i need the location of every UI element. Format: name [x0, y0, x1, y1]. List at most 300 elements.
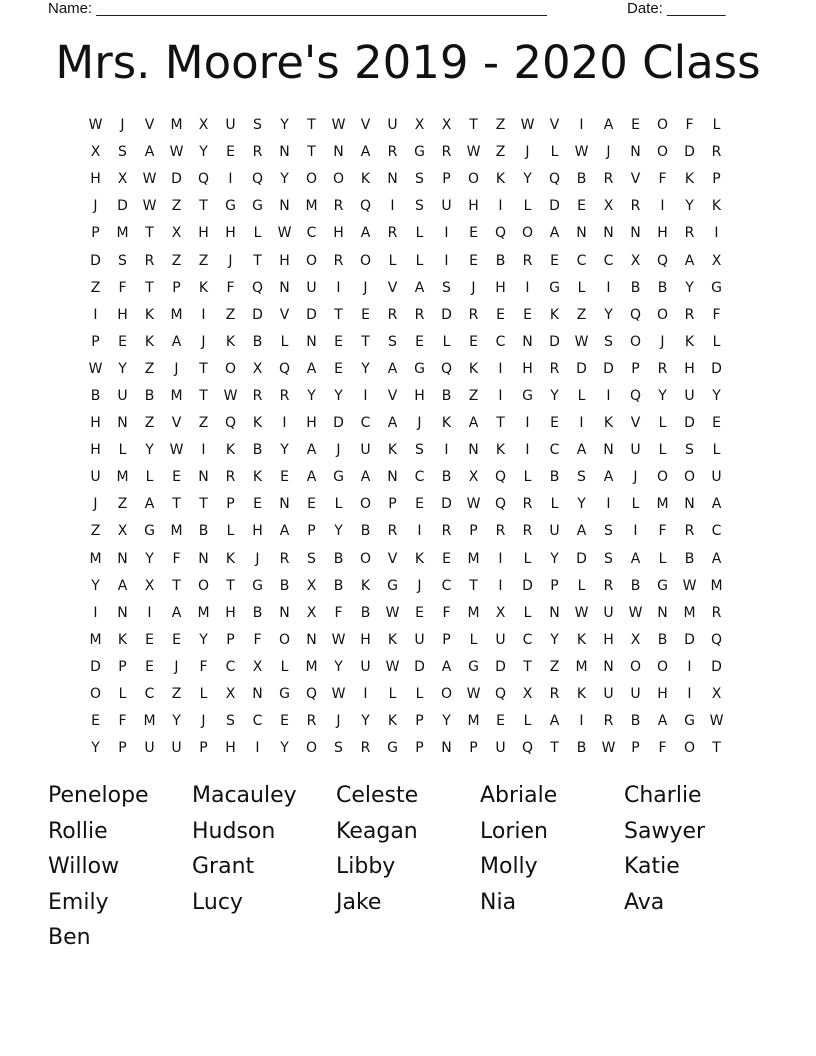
- grid-letter: A: [441, 658, 452, 675]
- grid-letter: E: [145, 631, 154, 648]
- grid-letter: R: [252, 144, 263, 161]
- grid-letter: K: [252, 469, 263, 486]
- grid-letter: D: [684, 415, 695, 432]
- grid-letter: W: [574, 333, 589, 350]
- grid-letter: T: [550, 740, 559, 757]
- grid-letter: G: [387, 577, 398, 594]
- grid-letter: Y: [118, 360, 127, 377]
- grid-letter: U: [360, 658, 371, 675]
- grid-letter: Z: [549, 658, 560, 675]
- grid-letter: I: [363, 387, 368, 404]
- grid-letter: X: [495, 604, 506, 621]
- grid-letter: J: [255, 550, 260, 567]
- grid-letter: R: [279, 387, 290, 404]
- grid-letter: H: [603, 631, 614, 648]
- grid-letter: S: [415, 171, 424, 188]
- grid-letter: X: [90, 144, 101, 161]
- grid-letter: Q: [710, 631, 723, 648]
- grid-letter: E: [415, 604, 424, 621]
- grid-letter: T: [199, 198, 208, 215]
- grid-letter: U: [495, 631, 506, 648]
- date-field-label: Date: _______: [627, 0, 726, 17]
- grid-letter: W: [223, 387, 238, 404]
- grid-letter: B: [657, 631, 668, 648]
- grid-letter: N: [603, 658, 614, 675]
- grid-letter: R: [603, 713, 614, 730]
- grid-letter: X: [252, 658, 263, 675]
- grid-letter: C: [495, 333, 506, 350]
- grid-letter: E: [712, 415, 721, 432]
- grid-letter: X: [522, 686, 533, 703]
- grid-letter: R: [333, 198, 344, 215]
- grid-row: [82, 193, 730, 220]
- grid-letter: N: [279, 496, 290, 513]
- grid-letter: Q: [197, 171, 210, 188]
- grid-letter: T: [172, 577, 181, 594]
- grid-letter: T: [712, 740, 721, 757]
- grid-letter: A: [549, 713, 560, 730]
- grid-letter: D: [711, 360, 722, 377]
- grid-letter: R: [549, 360, 560, 377]
- grid-letter: P: [118, 658, 127, 675]
- grid-letter: G: [225, 198, 236, 215]
- grid-letter: L: [442, 333, 451, 350]
- grid-letter: R: [279, 550, 290, 567]
- grid-letter: Q: [548, 171, 561, 188]
- grid-letter: Y: [550, 387, 559, 404]
- grid-letter: Z: [495, 117, 506, 134]
- grid-letter: M: [143, 713, 156, 730]
- grid-letter: B: [279, 577, 290, 594]
- word-bank-item: Nia: [480, 889, 517, 915]
- grid-letter: R: [387, 306, 398, 323]
- grid-letter: A: [171, 333, 182, 350]
- grid-letter: R: [441, 144, 452, 161]
- grid-letter: R: [603, 577, 614, 594]
- grid-letter: C: [576, 252, 587, 269]
- grid-letter: E: [334, 360, 343, 377]
- grid-row: [82, 491, 730, 518]
- grid-letter: L: [523, 469, 532, 486]
- grid-letter: V: [279, 306, 290, 323]
- grid-letter: A: [630, 550, 641, 567]
- grid-letter: J: [93, 198, 98, 215]
- grid-letter: S: [226, 713, 235, 730]
- grid-letter: G: [657, 577, 668, 594]
- grid-letter: L: [199, 686, 208, 703]
- grid-letter: B: [252, 333, 263, 350]
- grid-letter: M: [467, 713, 480, 730]
- grid-letter: S: [415, 442, 424, 459]
- grid-letter: A: [549, 225, 560, 242]
- grid-letter: X: [117, 523, 128, 540]
- grid-letter: X: [603, 198, 614, 215]
- grid-letter: A: [468, 415, 479, 432]
- grid-letter: K: [225, 550, 236, 567]
- grid-letter: E: [307, 496, 316, 513]
- grid-letter: O: [656, 469, 669, 486]
- grid-letter: O: [683, 740, 696, 757]
- grid-letter: P: [199, 740, 208, 757]
- grid-letter: R: [441, 523, 452, 540]
- grid-letter: O: [656, 306, 669, 323]
- grid-letter: J: [606, 144, 611, 161]
- grid-letter: H: [468, 198, 479, 215]
- grid-letter: F: [253, 631, 262, 648]
- grid-letter: I: [660, 198, 665, 215]
- grid-row: [82, 247, 730, 274]
- grid-letter: A: [144, 144, 155, 161]
- grid-letter: P: [442, 631, 451, 648]
- grid-letter: Y: [658, 387, 667, 404]
- grid-letter: B: [333, 577, 344, 594]
- grid-letter: N: [387, 469, 398, 486]
- grid-letter: Z: [171, 252, 182, 269]
- grid-letter: R: [522, 252, 533, 269]
- grid-letter: B: [684, 550, 695, 567]
- grid-letter: A: [603, 117, 614, 134]
- grid-letter: Q: [521, 740, 534, 757]
- grid-letter: B: [630, 713, 641, 730]
- grid-letter: P: [415, 740, 424, 757]
- grid-letter: Y: [334, 387, 343, 404]
- grid-letter: H: [117, 306, 128, 323]
- grid-letter: O: [359, 550, 372, 567]
- grid-letter: Z: [468, 387, 479, 404]
- grid-letter: G: [387, 740, 398, 757]
- grid-letter: Q: [494, 686, 507, 703]
- grid-letter: A: [387, 360, 398, 377]
- grid-letter: I: [498, 360, 503, 377]
- grid-letter: G: [252, 198, 263, 215]
- grid-letter: N: [279, 604, 290, 621]
- grid-letter: F: [226, 279, 235, 296]
- grid-letter: V: [387, 279, 398, 296]
- grid-letter: K: [684, 171, 695, 188]
- grid-letter: F: [442, 604, 451, 621]
- grid-letter: O: [440, 686, 453, 703]
- grid-letter: I: [93, 306, 98, 323]
- grid-letter: D: [576, 550, 587, 567]
- grid-letter: Z: [144, 360, 155, 377]
- name-field-label: Name: ______________________________________________________: [48, 0, 547, 17]
- grid-letter: L: [658, 550, 667, 567]
- grid-letter: D: [414, 658, 425, 675]
- grid-letter: E: [280, 469, 289, 486]
- grid-letter: G: [522, 387, 533, 404]
- grid-letter: L: [469, 631, 478, 648]
- grid-letter: U: [225, 117, 236, 134]
- grid-letter: I: [363, 686, 368, 703]
- grid-letter: K: [225, 442, 236, 459]
- grid-letter: R: [144, 252, 155, 269]
- grid-letter: D: [711, 658, 722, 675]
- grid-letter: C: [711, 523, 722, 540]
- grid-letter: B: [495, 252, 506, 269]
- grid-letter: L: [280, 658, 289, 675]
- grid-letter: W: [466, 496, 481, 513]
- grid-letter: R: [684, 225, 695, 242]
- grid-letter: D: [171, 171, 182, 188]
- grid-letter: K: [576, 631, 587, 648]
- grid-letter: W: [277, 225, 292, 242]
- grid-letter: P: [631, 360, 640, 377]
- grid-letter: H: [225, 225, 236, 242]
- grid-letter: B: [657, 279, 668, 296]
- grid-letter: Y: [280, 117, 289, 134]
- grid-letter: B: [441, 387, 452, 404]
- grid-row: [82, 464, 730, 491]
- grid-letter: W: [88, 117, 103, 134]
- grid-letter: D: [90, 252, 101, 269]
- grid-letter: M: [170, 523, 183, 540]
- grid-letter: W: [601, 740, 616, 757]
- word-bank-item: Lucy: [192, 889, 243, 915]
- grid-letter: L: [631, 496, 640, 513]
- grid-letter: K: [549, 306, 560, 323]
- grid-letter: Q: [629, 306, 642, 323]
- grid-letter: I: [498, 198, 503, 215]
- grid-letter: X: [117, 171, 128, 188]
- grid-letter: D: [603, 360, 614, 377]
- grid-letter: I: [579, 713, 584, 730]
- grid-letter: Q: [278, 360, 291, 377]
- grid-letter: A: [387, 415, 398, 432]
- grid-letter: E: [577, 198, 586, 215]
- grid-letter: G: [144, 523, 155, 540]
- grid-letter: D: [441, 306, 452, 323]
- grid-letter: G: [252, 577, 263, 594]
- grid-letter: M: [170, 117, 183, 134]
- grid-letter: F: [658, 171, 667, 188]
- grid-letter: N: [657, 604, 668, 621]
- grid-letter: T: [199, 496, 208, 513]
- grid-letter: Y: [172, 713, 181, 730]
- grid-letter: K: [225, 333, 236, 350]
- grid-letter: P: [307, 523, 316, 540]
- grid-letter: Z: [225, 306, 236, 323]
- grid-letter: X: [306, 604, 317, 621]
- grid-letter: I: [606, 387, 611, 404]
- word-bank-item: Grant: [192, 854, 255, 879]
- grid-letter: O: [359, 252, 372, 269]
- grid-letter: M: [305, 658, 318, 675]
- grid-letter: N: [603, 442, 614, 459]
- grid-letter: A: [144, 496, 155, 513]
- grid-letter: N: [198, 469, 209, 486]
- grid-letter: P: [91, 225, 100, 242]
- grid-letter: Q: [629, 387, 642, 404]
- grid-letter: N: [522, 333, 533, 350]
- grid-letter: I: [579, 117, 584, 134]
- grid-letter: J: [525, 144, 530, 161]
- grid-letter: F: [712, 306, 721, 323]
- grid-letter: J: [363, 279, 368, 296]
- grid-letter: L: [388, 686, 397, 703]
- grid-letter: Q: [251, 279, 264, 296]
- word-bank-item: Celeste: [336, 783, 419, 808]
- grid-letter: I: [255, 740, 260, 757]
- grid-letter: K: [387, 631, 398, 648]
- grid-letter: L: [577, 279, 586, 296]
- grid-letter: N: [198, 550, 209, 567]
- grid-letter: T: [469, 577, 478, 594]
- grid-letter: W: [385, 604, 400, 621]
- grid-letter: Y: [523, 171, 532, 188]
- grid-letter: O: [629, 333, 642, 350]
- grid-letter: E: [442, 550, 451, 567]
- grid-letter: N: [117, 415, 128, 432]
- grid-letter: T: [523, 658, 532, 675]
- grid-letter: E: [523, 306, 532, 323]
- word-bank-item: Molly: [480, 854, 538, 879]
- grid-letter: L: [280, 333, 289, 350]
- grid-letter: Y: [199, 631, 208, 648]
- grid-letter: I: [444, 252, 449, 269]
- grid-letter: I: [687, 658, 692, 675]
- grid-letter: J: [120, 117, 125, 134]
- grid-letter: E: [280, 713, 289, 730]
- grid-row: [82, 275, 730, 302]
- grid-letter: S: [118, 144, 127, 161]
- grid-letter: I: [525, 279, 530, 296]
- grid-letter: Y: [334, 523, 343, 540]
- grid-letter: P: [442, 171, 451, 188]
- grid-letter: F: [334, 604, 343, 621]
- grid-letter: L: [415, 686, 424, 703]
- grid-letter: C: [225, 658, 236, 675]
- grid-letter: N: [279, 279, 290, 296]
- grid-letter: A: [306, 360, 317, 377]
- grid-letter: G: [279, 686, 290, 703]
- grid-letter: I: [417, 523, 422, 540]
- grid-letter: W: [385, 658, 400, 675]
- grid-letter: T: [199, 387, 208, 404]
- grid-row: [82, 329, 730, 356]
- grid-letter: O: [332, 171, 345, 188]
- grid-letter: Z: [495, 144, 506, 161]
- grid-letter: X: [306, 577, 317, 594]
- grid-row: [82, 681, 730, 708]
- grid-letter: U: [684, 387, 695, 404]
- grid-letter: U: [603, 604, 614, 621]
- grid-letter: S: [604, 550, 613, 567]
- word-bank-item: Willow: [48, 854, 120, 879]
- grid-letter: A: [711, 496, 722, 513]
- grid-letter: L: [118, 442, 127, 459]
- grid-letter: O: [305, 252, 318, 269]
- grid-letter: H: [90, 171, 101, 188]
- grid-letter: I: [525, 442, 530, 459]
- grid-letter: A: [711, 550, 722, 567]
- grid-letter: D: [252, 306, 263, 323]
- grid-letter: M: [575, 658, 588, 675]
- grid-letter: Z: [576, 306, 587, 323]
- grid-letter: B: [549, 469, 560, 486]
- grid-letter: L: [253, 225, 262, 242]
- grid-letter: U: [306, 279, 317, 296]
- grid-row: [82, 573, 730, 600]
- grid-letter: D: [306, 306, 317, 323]
- grid-letter: F: [685, 117, 694, 134]
- grid-letter: S: [307, 550, 316, 567]
- grid-letter: D: [549, 333, 560, 350]
- grid-letter: W: [466, 686, 481, 703]
- grid-letter: X: [198, 117, 209, 134]
- grid-letter: Y: [712, 387, 721, 404]
- grid-letter: K: [603, 415, 614, 432]
- grid-letter: C: [549, 442, 560, 459]
- grid-letter: M: [305, 198, 318, 215]
- grid-letter: E: [415, 496, 424, 513]
- grid-letter: W: [574, 604, 589, 621]
- grid-letter: A: [279, 523, 290, 540]
- grid-letter: Y: [145, 442, 154, 459]
- grid-row: [82, 654, 730, 681]
- word-bank-item: Sawyer: [624, 818, 706, 844]
- grid-letter: B: [630, 577, 641, 594]
- grid-letter: W: [466, 144, 481, 161]
- grid-letter: F: [118, 279, 127, 296]
- grid-letter: E: [550, 252, 559, 269]
- grid-letter: I: [282, 415, 287, 432]
- grid-letter: J: [174, 360, 179, 377]
- grid-letter: M: [170, 387, 183, 404]
- grid-letter: P: [226, 631, 235, 648]
- grid-letter: Y: [307, 387, 316, 404]
- grid-letter: X: [414, 117, 425, 134]
- grid-letter: V: [144, 117, 155, 134]
- grid-letter: J: [336, 713, 341, 730]
- grid-letter: X: [630, 631, 641, 648]
- grid-letter: E: [496, 713, 505, 730]
- grid-letter: N: [306, 333, 317, 350]
- grid-letter: V: [549, 117, 560, 134]
- grid-letter: H: [360, 631, 371, 648]
- grid-letter: L: [523, 713, 532, 730]
- grid-letter: Q: [494, 496, 507, 513]
- grid-letter: G: [333, 469, 344, 486]
- grid-letter: J: [633, 469, 638, 486]
- grid-letter: B: [90, 387, 101, 404]
- grid-letter: A: [414, 279, 425, 296]
- grid-letter: I: [606, 496, 611, 513]
- grid-letter: W: [88, 360, 103, 377]
- grid-letter: L: [550, 144, 559, 161]
- grid-letter: R: [225, 469, 236, 486]
- grid-letter: O: [359, 496, 372, 513]
- grid-row: [82, 546, 730, 573]
- grid-letter: S: [604, 333, 613, 350]
- grid-row: [82, 410, 730, 437]
- grid-letter: A: [684, 252, 695, 269]
- grid-letter: T: [496, 415, 505, 432]
- grid-letter: J: [228, 252, 233, 269]
- grid-letter: L: [658, 442, 667, 459]
- grid-letter: K: [414, 550, 425, 567]
- grid-letter: R: [549, 686, 560, 703]
- grid-letter: I: [444, 442, 449, 459]
- grid-letter: I: [336, 279, 341, 296]
- grid-letter: W: [628, 604, 643, 621]
- grid-letter: U: [117, 387, 128, 404]
- grid-letter: V: [360, 117, 371, 134]
- grid-letter: I: [498, 577, 503, 594]
- grid-letter: P: [712, 171, 721, 188]
- grid-letter: V: [387, 387, 398, 404]
- grid-letter: Y: [91, 577, 100, 594]
- grid-letter: M: [710, 577, 723, 594]
